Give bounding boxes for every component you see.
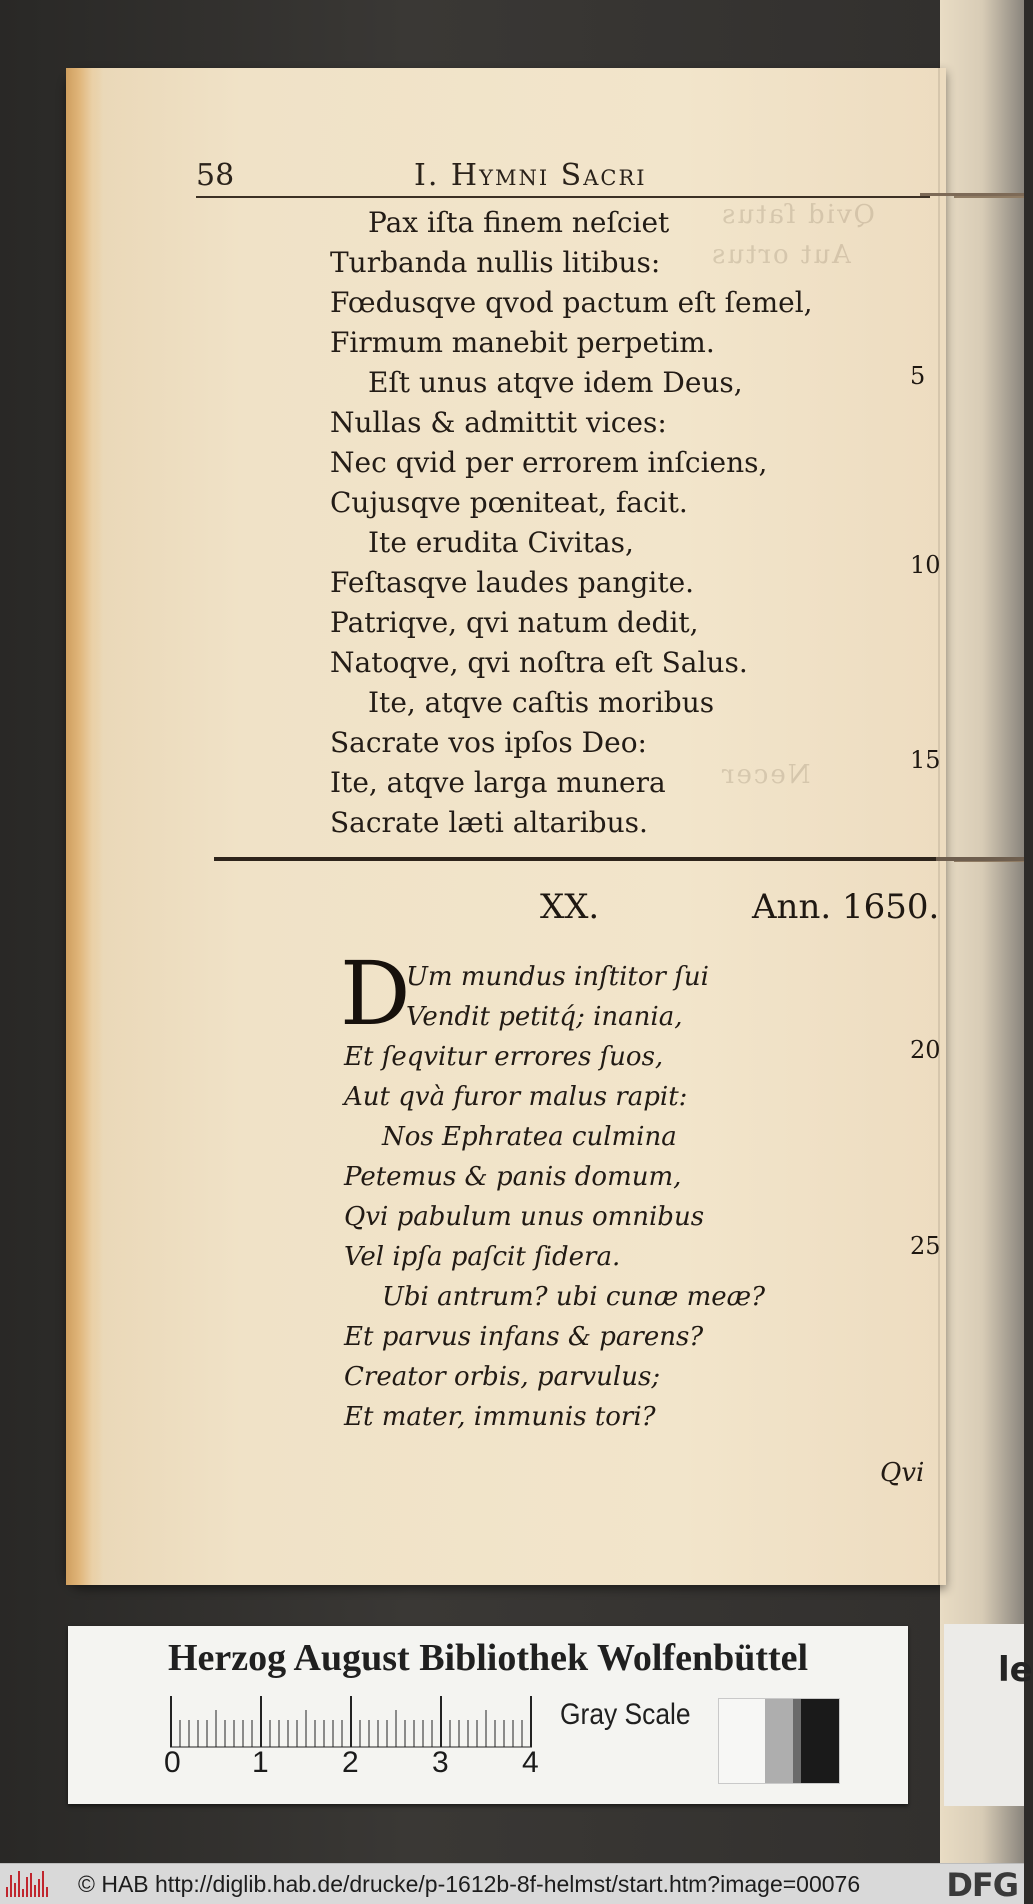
gray-swatch <box>719 1699 765 1783</box>
gray-swatch <box>801 1699 839 1783</box>
verse-line: Ite erudita Civitas, <box>368 526 634 559</box>
hymn-text <box>344 957 814 1437</box>
footer-bar <box>0 1863 1024 1904</box>
verse-line: Ite, atqve larga munera <box>330 766 666 799</box>
line-number: 20 <box>910 1036 941 1064</box>
verse-line: Eſt unus atqve idem Deus, <box>368 366 743 399</box>
verse-line: Et parvus infans & parens? <box>344 1322 704 1352</box>
verse-line: Cujusqve pœniteat, facit. <box>330 486 688 519</box>
verse-line: Vel ipſa paſcit ſidera. <box>344 1242 621 1272</box>
measurement-ruler <box>170 1696 532 1748</box>
section-separator <box>214 857 944 861</box>
verse-line: Turbanda nullis litibus: <box>330 246 661 279</box>
gray-swatch <box>765 1699 793 1783</box>
line-number: 15 <box>910 746 941 774</box>
color-scale-card <box>68 1626 908 1804</box>
gray-scale-swatches <box>718 1698 840 1784</box>
verse-line: Natoqve, qvi noſtra eſt Salus. <box>330 646 748 679</box>
verse-line: Et mater, immunis tori? <box>344 1402 656 1432</box>
verse-line: Ite, atqve caſtis moribus <box>368 686 715 719</box>
copyright-link[interactable]: © HAB http://diglib.hab.de/drucke/p-1612b-8f-helmst/start.htm?image=00076 <box>78 1870 861 1897</box>
show-through-text: Aut ortus <box>710 240 851 270</box>
ruler-number: 2 <box>342 1746 359 1779</box>
catchword: Qvi <box>880 1458 925 1488</box>
verse-line: Aut qvà furor malus rapit: <box>344 1082 688 1112</box>
facing-page-edge <box>940 0 1024 1863</box>
page-fold <box>938 60 940 1590</box>
verse-line: Nullas & admittit vices: <box>330 406 667 439</box>
verse-line: Pax iſta finem neſciet <box>368 206 670 239</box>
verse-line: Nec qvid per errorem inſciens, <box>330 446 768 479</box>
ruler-numbers <box>164 1746 544 1786</box>
verse-line: Petemus & panis domum, <box>344 1162 682 1192</box>
gray-scale-label: Gray Scale <box>560 1698 691 1731</box>
verse-line: Ubi antrum? ubi cunæ meæ? <box>382 1282 766 1312</box>
verse-line: Vendit petitq́; inania, <box>406 1002 683 1032</box>
verse-line: Sacrate læti altaribus. <box>330 806 648 839</box>
running-title: I. Hymni Sacri <box>414 158 647 193</box>
verse-line: Nos Ephratea culmina <box>382 1122 677 1152</box>
hymn-year: Ann. 1650. <box>752 887 940 927</box>
line-number: 10 <box>910 551 941 579</box>
section-separator-facing <box>936 857 1024 861</box>
show-through-text: Necer <box>720 760 811 790</box>
show-through-text: Qvid ſatus <box>720 200 875 230</box>
ruler-number: 3 <box>432 1746 449 1779</box>
ruler-number: 1 <box>252 1746 269 1779</box>
line-number: 5 <box>910 362 926 390</box>
verse-line: Sacrate vos ipſos Deo: <box>330 726 647 759</box>
verse-line: Fœdusqve qvod pactum eſt ſemel, <box>330 286 813 319</box>
page-edge <box>66 68 104 1585</box>
ruler-number: 4 <box>522 1746 539 1779</box>
hymn-number: XX. <box>540 887 600 927</box>
verse-line: Firmum manebit perpetim. <box>330 326 715 359</box>
verse-line: Um mundus inſtitor ſui <box>406 962 709 992</box>
library-name: Herzog August Bibliothek Wolfenbüttel <box>168 1637 809 1679</box>
verse-line: Feſtasqve laudes pangite. <box>330 566 695 599</box>
facing-card-text: le <box>998 1650 1033 1690</box>
verse-line: Creator orbis, parvulus; <box>344 1362 661 1392</box>
hab-logo-icon <box>6 1871 48 1897</box>
verse-line: Qvi pabulum unus omnibus <box>344 1202 705 1232</box>
drop-cap: D <box>340 942 411 1045</box>
verse-line: Patriqve, qvi natum dedit, <box>330 606 699 639</box>
header-rule-facing <box>920 193 1024 196</box>
line-number: 25 <box>910 1232 941 1260</box>
gray-swatch <box>793 1699 801 1783</box>
facing-scale-card <box>944 1624 1033 1806</box>
dfg-logo: DFG <box>946 1866 1018 1904</box>
header-rule <box>196 196 930 198</box>
verse-line: Et ſeqvitur errores ſuos, <box>344 1042 664 1072</box>
poem-top <box>330 203 850 843</box>
ruler-number: 0 <box>164 1746 181 1779</box>
page-number: 58 <box>196 158 235 193</box>
